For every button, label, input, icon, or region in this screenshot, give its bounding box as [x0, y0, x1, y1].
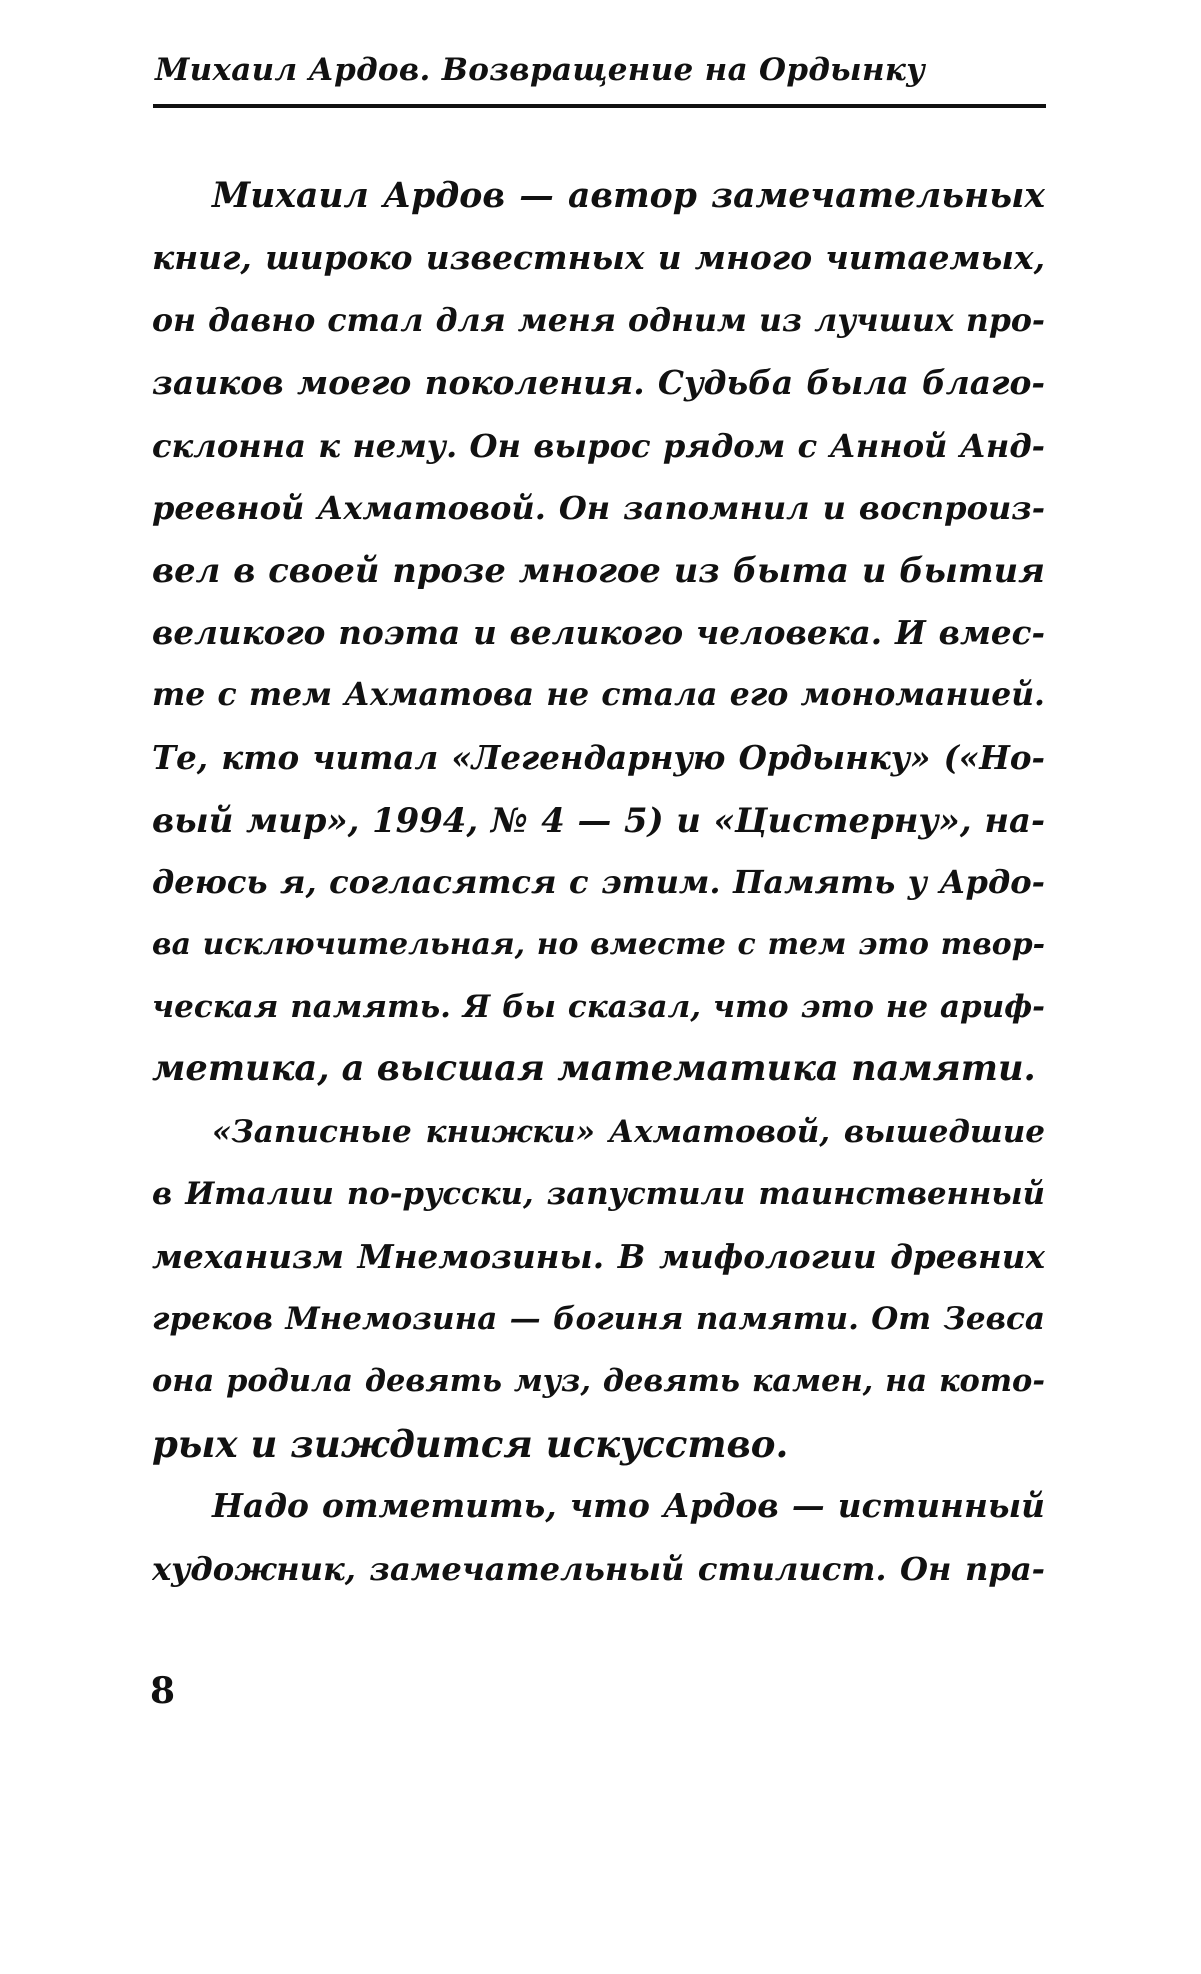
text-line: вый мир», 1994, № 4 — 5) и «Цистерну», на-	[152, 799, 1045, 840]
running-head: Михаил Ардов. Возвращение на Ордынку	[155, 52, 926, 88]
text-line: греков Мнемозина — богиня памяти. От Зевса	[152, 1301, 1045, 1338]
page-number: 8	[150, 1670, 176, 1712]
text-line: книг, широко известных и много читаемых,	[152, 238, 1045, 278]
text-line: заиков моего поколения. Судьба была благо-	[152, 363, 1045, 403]
text-line: деюсь я, согласятся с этим. Память у Ардо-	[152, 863, 1045, 902]
text-line: Те, кто читал «Легендарную Ордынку» («Но-	[152, 738, 1045, 777]
header-rule	[153, 104, 1046, 108]
text-line: ческая память. Я бы сказал, что это не ариф-	[152, 989, 1045, 1026]
text-line: великого поэта и великого человека. И вмес-	[152, 612, 1045, 652]
text-line: «Записные книжки» Ахматовой, вышедшие	[212, 1113, 1045, 1150]
body-text	[152, 165, 1045, 1600]
text-line: метика, а высшая математика памяти.	[152, 1048, 1036, 1090]
text-line: вел в своей прозе многое из быта и бытия	[152, 550, 1045, 591]
text-line: Надо отметить, что Ардов — истинный	[212, 1486, 1045, 1526]
text-line: она родила девять муз, девять камен, на кото-	[152, 1363, 1045, 1400]
text-line: рых и зиждится искусство.	[152, 1421, 789, 1466]
text-line: Михаил Ардов — автор замечательных	[212, 176, 1045, 216]
text-line: реевной Ахматовой. Он запомнил и воспроиз-	[152, 488, 1045, 527]
text-line: ва исключительная, но вместе с тем это твор-	[152, 926, 1045, 962]
text-line: художник, замечательный стилист. Он пра-	[152, 1549, 1045, 1588]
paragraph	[152, 165, 1045, 1101]
paragraph	[152, 1101, 1045, 1475]
text-line: механизм Мнемозины. В мифологии древних	[152, 1236, 1045, 1276]
text-line: те с тем Ахматова не стала его мономанией.	[152, 676, 1045, 714]
text-line: склонна к нему. Он вырос рядом с Анной Анд-	[152, 426, 1045, 465]
paragraph	[152, 1475, 1045, 1600]
text-line: он давно стал для меня одним из лучших про-	[152, 301, 1045, 339]
text-line: в Италии по-русски, запустили таинственный	[152, 1176, 1045, 1213]
